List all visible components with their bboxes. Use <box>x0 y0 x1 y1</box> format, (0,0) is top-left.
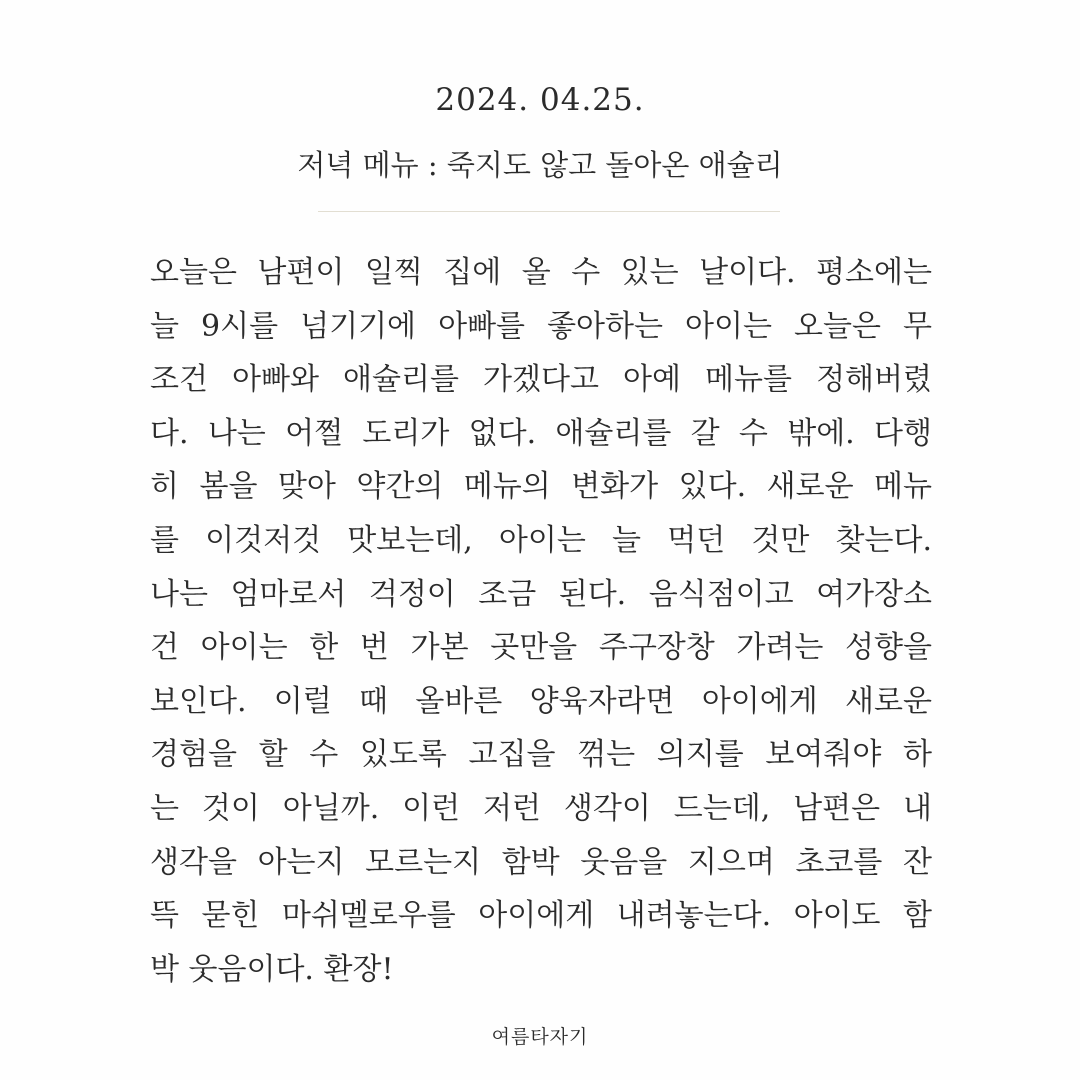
body-line: 생각을 아는지 모르는지 함박 웃음을 지으며 초코를 잔 <box>150 844 932 880</box>
footer-signature: 여름타자기 <box>491 1026 589 1048</box>
entry-date: 2024. 04.25. <box>435 82 645 118</box>
divider <box>318 211 780 212</box>
body-line: 다. 나는 어쩔 도리가 없다. 애슐리를 갈 수 밖에. 다행 <box>150 415 932 451</box>
body-line: 는 것이 아닐까. 이런 저런 생각이 드는데, 남편은 내 <box>150 790 932 826</box>
entry-body <box>150 246 932 996</box>
body-line: 를 이것저것 맛보는데, 아이는 늘 먹던 것만 찾는다. <box>150 522 932 558</box>
body-line: 보인다. 이럴 때 올바른 양육자라면 아이에게 새로운 <box>150 683 932 719</box>
body-line: 박 웃음이다. 환장! <box>150 951 394 987</box>
body-line: 늘 9시를 넘기기에 아빠를 좋아하는 아이는 오늘은 무 <box>150 308 932 344</box>
body-line: 조건 아빠와 애슐리를 가겠다고 아예 메뉴를 정해버렸 <box>150 362 932 398</box>
body-line: 히 봄을 맞아 약간의 메뉴의 변화가 있다. 새로운 메뉴 <box>150 469 932 505</box>
body-line: 오늘은 남편이 일찍 집에 올 수 있는 날이다. 평소에는 <box>150 255 932 290</box>
body-line: 경험을 할 수 있도록 고집을 꺾는 의지를 보여줘야 하 <box>150 737 932 773</box>
entry-subtitle: 저녁 메뉴 : 죽지도 않고 돌아온 애슐리 <box>297 148 783 182</box>
body-line: 건 아이는 한 번 가본 곳만을 주구장창 가려는 성향을 <box>150 630 932 666</box>
body-line: 뜩 묻힌 마쉬멜로우를 아이에게 내려놓는다. 아이도 함 <box>150 898 932 934</box>
body-line: 나는 엄마로서 걱정이 조금 된다. 음식점이고 여가장소 <box>150 576 932 612</box>
